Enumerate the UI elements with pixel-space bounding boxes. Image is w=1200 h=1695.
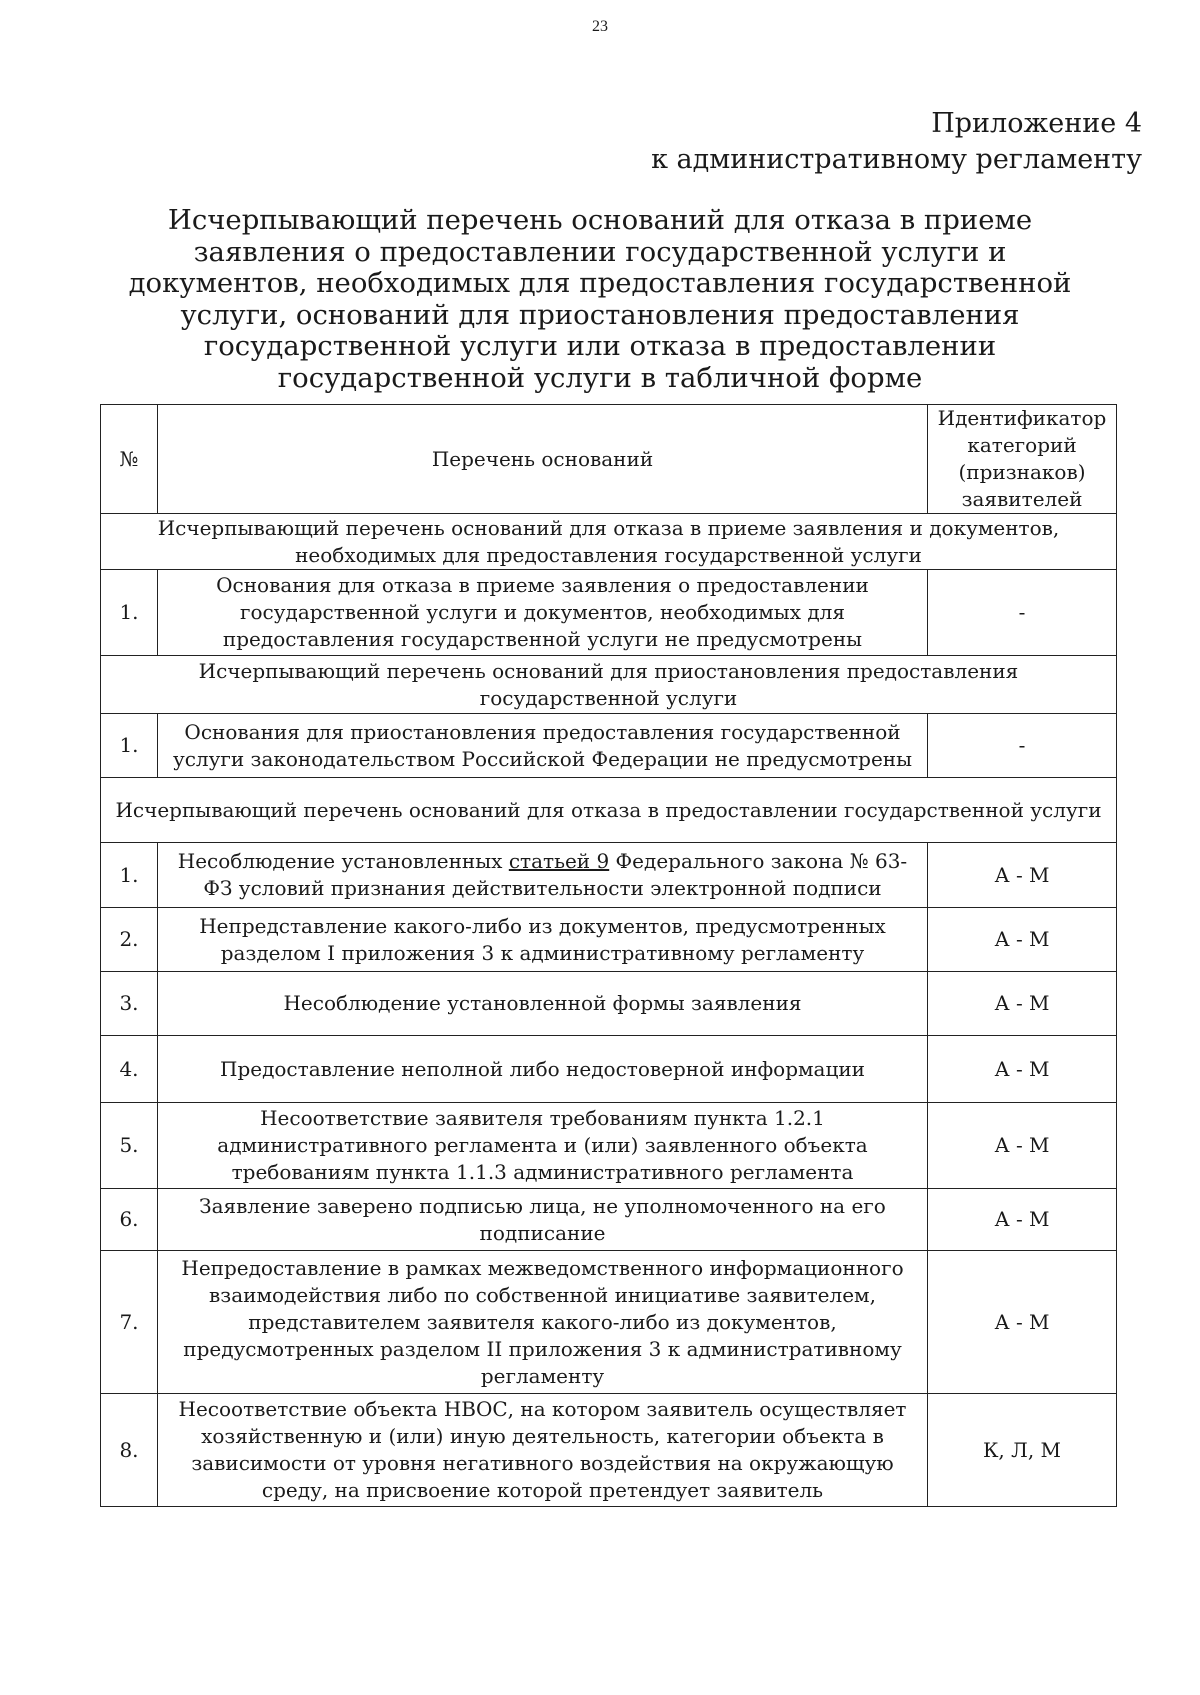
row-identifier: А - М [928,972,1117,1036]
row-num: 7. [101,1251,158,1394]
row-identifier: А - М [928,1103,1117,1189]
header-num: № [101,405,158,514]
row-text-before: Несоблюдение установленных [177,849,509,873]
header-reasons: Перечень оснований [158,405,928,514]
row-num: 6. [101,1189,158,1251]
table-row [101,843,1117,908]
row-text: Основания для отказа в приеме заявления о предоставлении государственной услуги и документов, необходимых для предоставления государственной услуги не предусмотрены [158,570,928,656]
row-text: Непредставление какого-либо из документов, предусмотренных разделом I приложения 3 к административному регламенту [158,908,928,972]
row-identifier: К, Л, М [928,1394,1117,1507]
row-num: 4. [101,1036,158,1103]
law-article-link[interactable]: статьей 9 [508,849,610,873]
table-row [101,972,1117,1036]
row-num: 1. [101,714,158,778]
table-row [101,570,1117,656]
appendix-line-2: к административному регламенту [651,144,1142,175]
row-text: Несоблюдение установленной формы заявления [158,972,928,1036]
appendix-caption [651,106,1142,178]
section-heading-row [101,656,1117,714]
row-num: 5. [101,1103,158,1189]
row-text-after: Федерального закона № 63-ФЗ условий признания действительности электронной подписи [203,849,908,900]
row-num: 3. [101,972,158,1036]
row-identifier: - [928,714,1117,778]
document-title: Исчерпывающий перечень оснований для отказа в приеме заявления о предоставлении государственной услуги и документов, необходимых для предоставления государственной услуги, оснований для приостановления предоставления государственной услуги или отказа в предоставлении государственной услуги в табличной форме [128,204,1072,394]
section-heading-row [101,778,1117,843]
table-header-row [101,405,1117,514]
row-num: 1. [101,570,158,656]
section-1-heading: Исчерпывающий перечень оснований для отказа в приеме заявления и документов, необходимых для предоставления государственной услуги [101,514,1117,570]
row-text: Несоответствие объекта НВОС, на котором заявитель осуществляет хозяйственную и (или) иную деятельность, категории объекта в зависимости от уровня негативного воздействия на окружающую среду, на присвоение которой претендует заявитель [158,1394,928,1507]
table-row [101,1251,1117,1394]
row-num: 1. [101,843,158,908]
row-identifier: А - М [928,1036,1117,1103]
table-row [101,908,1117,972]
row-num: 2. [101,908,158,972]
table-row [101,1036,1117,1103]
header-identifier: Идентификатор категорий (признаков) заявителей [928,405,1117,514]
table-row [101,1189,1117,1251]
row-identifier: А - М [928,1251,1117,1394]
row-identifier: А - М [928,843,1117,908]
row-text: Предоставление неполной либо недостоверной информации [158,1036,928,1103]
section-heading-row [101,514,1117,570]
section-2-heading: Исчерпывающий перечень оснований для приостановления предоставления государственной услуги [101,656,1117,714]
page-number: 23 [592,18,608,35]
appendix-line-1: Приложение 4 [931,108,1142,139]
row-text: Несоответствие заявителя требованиям пункта 1.2.1 административного регламента и (или) заявленного объекта требованиям пункта 1.1.3 административного регламента [158,1103,928,1189]
section-3-heading: Исчерпывающий перечень оснований для отказа в предоставлении государственной услуги [101,778,1117,843]
row-text: Заявление заверено подписью лица, не уполномоченного на его подписание [158,1189,928,1251]
row-identifier: - [928,570,1117,656]
row-text: Основания для приостановления предоставления государственной услуги законодательством Российской Федерации не предусмотрены [158,714,928,778]
row-identifier: А - М [928,1189,1117,1251]
row-num: 8. [101,1394,158,1507]
grounds-table [100,404,1117,1507]
row-text: Непредоставление в рамках межведомственного информационного взаимодействия либо по собственной инициативе заявителем, представителем заявителя какого-либо из документов, предусмотренных разделом II приложения 3 к административному регламенту [158,1251,928,1394]
row-identifier: А - М [928,908,1117,972]
row-text [158,843,928,908]
table-row [101,1394,1117,1507]
table-row [101,1103,1117,1189]
table-row [101,714,1117,778]
